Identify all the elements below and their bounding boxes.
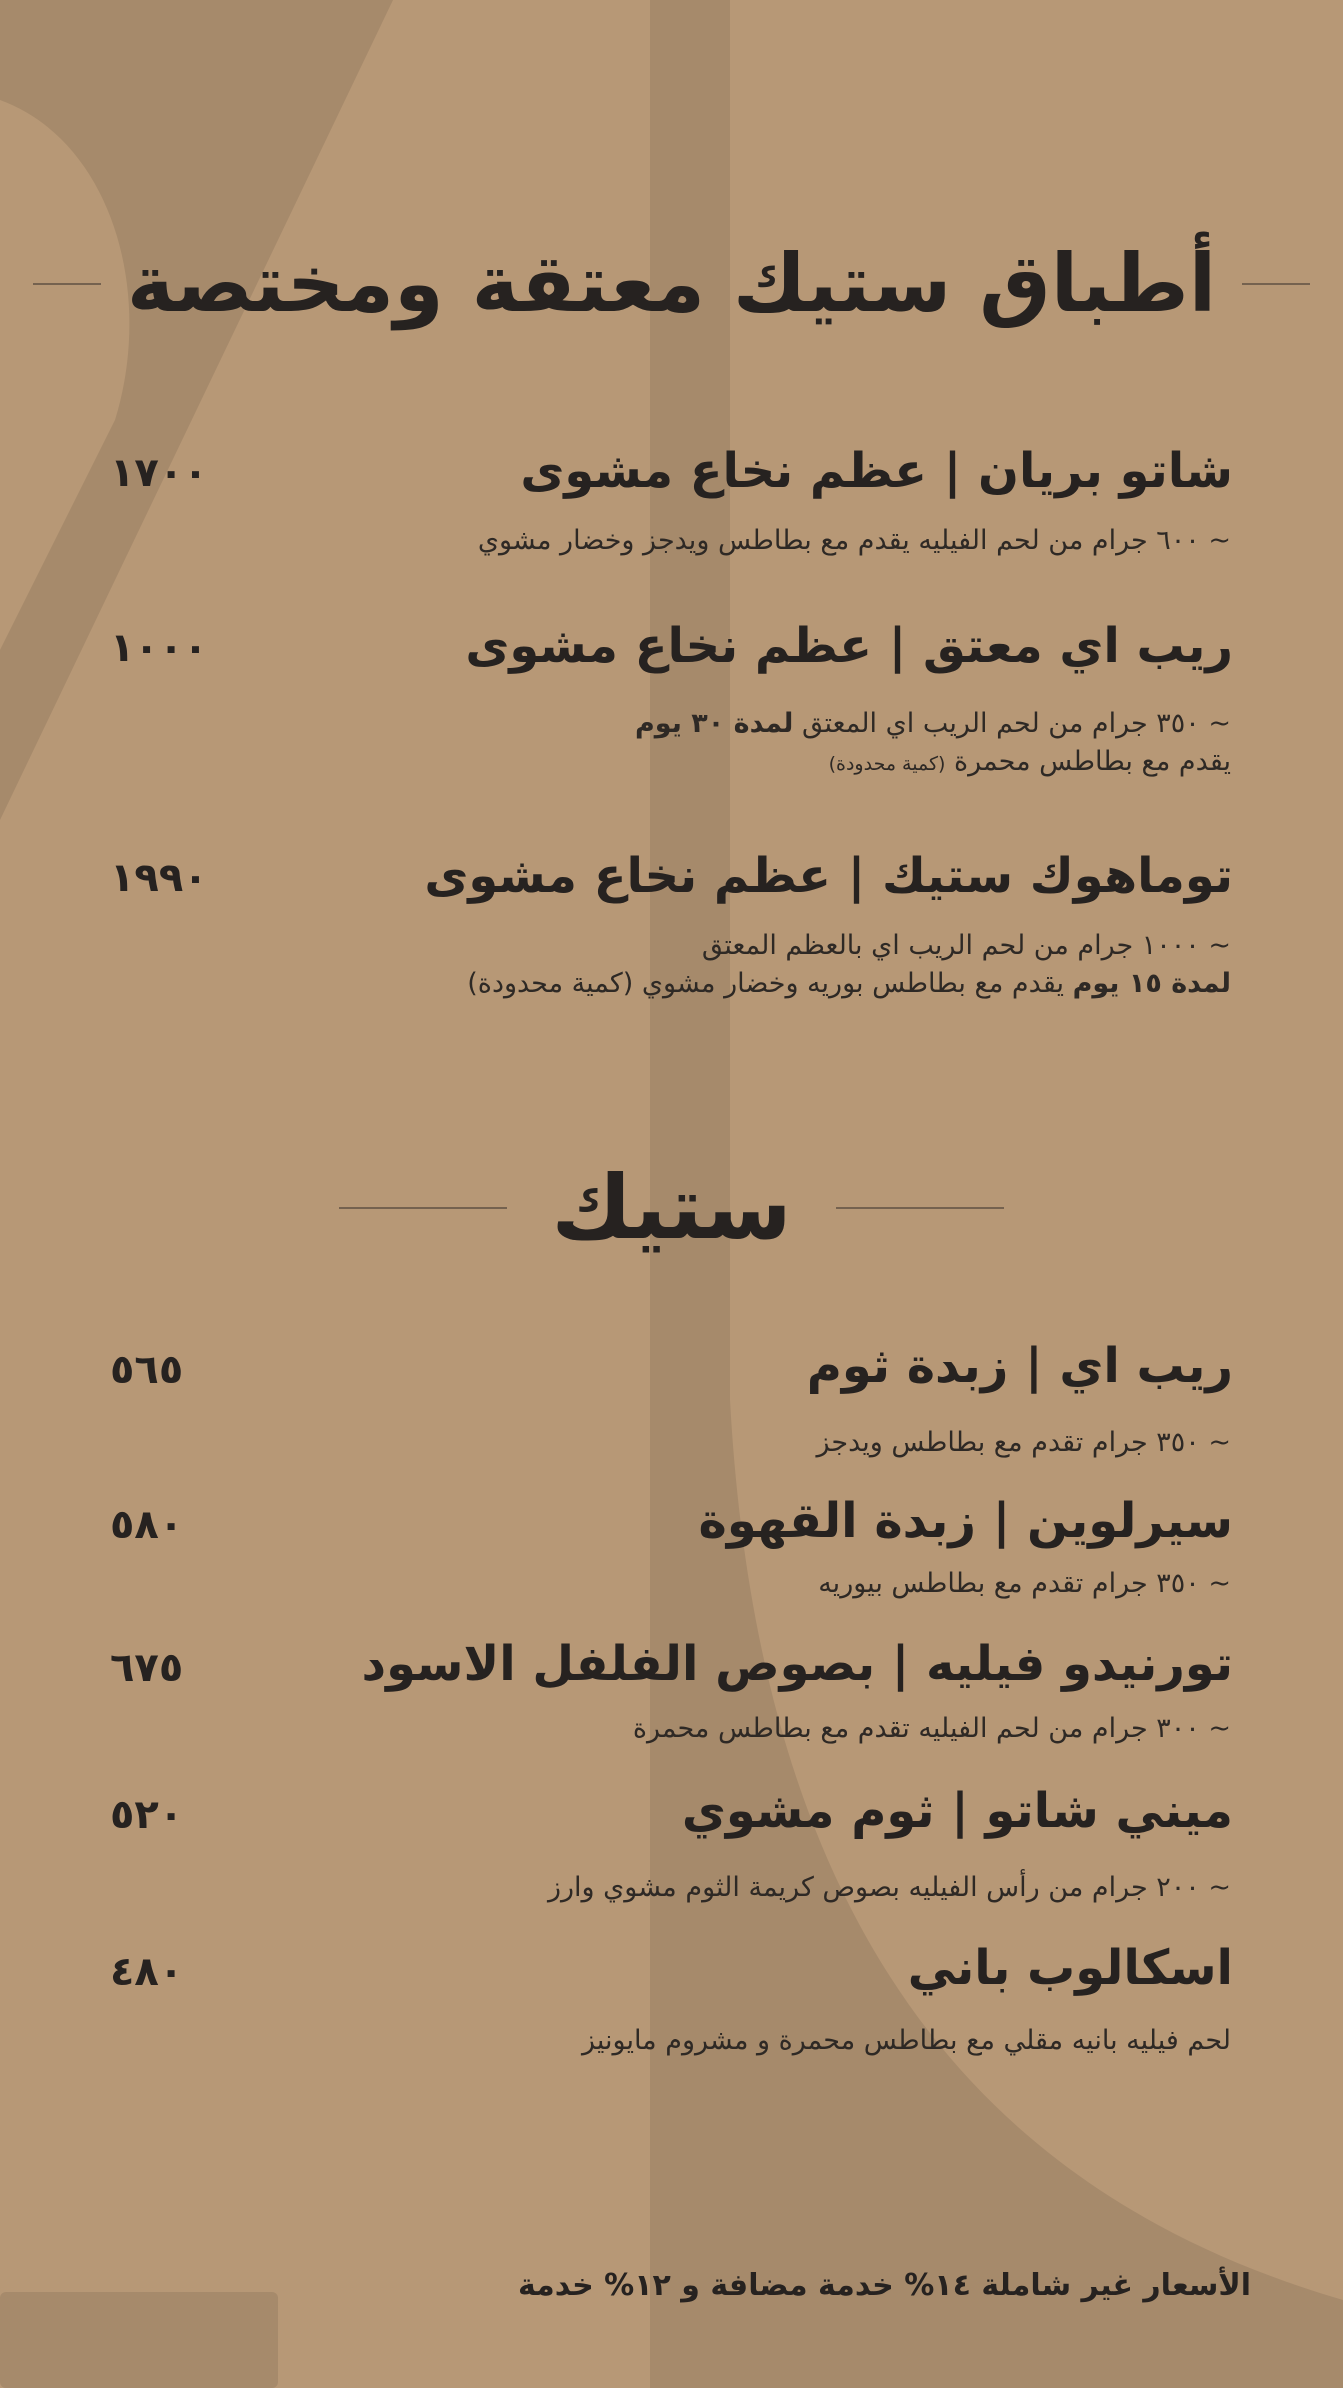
item-price: ٥٦٥ (110, 1347, 184, 1393)
heading-rule-right (1242, 283, 1310, 285)
item-name: ريب اي | زبدة ثوم (806, 1338, 1233, 1394)
section-title: ستيك (551, 1156, 792, 1259)
item-price: ٤٨٠ (110, 1949, 184, 1995)
description-line: ~ ١٠٠٠ جرام من لحم الريب اي بالعظم المعتق (701, 930, 1231, 961)
item-description: لحم فيليه بانيه مقلي مع بطاطس محمرة و مشروم مايونيز (581, 2025, 1231, 2056)
item-name: ريب اي معتق | عظم نخاع مشوى (465, 618, 1233, 674)
item-description: ~ ٢٠٠ جرام من رأس الفيليه بصوص كريمة الثوم مشوي وارز (547, 1872, 1231, 1903)
section-heading-aged-steaks (0, 237, 1343, 330)
description-emphasis: لمدة ٣٠ يوم (635, 708, 794, 739)
heading-rule-left (339, 1207, 507, 1209)
section-heading-steak (0, 1156, 1343, 1259)
item-name: شاتو بريان | عظم نخاع مشوى (520, 443, 1233, 499)
heading-rule-left (33, 283, 101, 285)
item-description (467, 927, 1231, 1003)
item-name: توماهوك ستيك | عظم نخاع مشوى (424, 848, 1233, 904)
item-name: سيرلوين | زبدة القهوة (698, 1493, 1233, 1549)
item-name: تورنيدو فيليه | بصوص الفلفل الاسود (361, 1636, 1233, 1692)
item-description (635, 705, 1231, 783)
item-price: ٥٢٠ (110, 1792, 184, 1838)
description-line (635, 705, 1231, 743)
item-description: ~ ٣٥٠ جرام تقدم مع بطاطس بيوريه (818, 1568, 1231, 1599)
item-name: ميني شاتو | ثوم مشوي (681, 1783, 1233, 1839)
item-price: ١٠٠٠ (110, 625, 208, 671)
item-name: اسكالوب باني (907, 1940, 1233, 1996)
description-line (635, 743, 1231, 783)
item-description (478, 522, 1231, 560)
section-title: أطباق ستيك معتقة ومختصة (126, 237, 1217, 330)
item-price: ١٧٠٠ (110, 450, 208, 496)
description-emphasis: لمدة ١٥ يوم (1072, 968, 1231, 999)
description-text: ~ ٣٥٠ جرام من لحم الريب اي المعتق (793, 708, 1231, 739)
item-description: ~ ٣٥٠ جرام تقدم مع بطاطس ويدجز (816, 1427, 1231, 1458)
prices-note: الأسعار غير شاملة ١٤% خدمة مضافة و ١٢% خدمة (517, 2268, 1251, 2303)
heading-rule-right (836, 1207, 1004, 1209)
limited-quantity-note: (كمية محدودة) (828, 753, 946, 775)
description-line: ~ ٦٠٠ جرام من لحم الفيليه يقدم مع بطاطس ويدجز وخضار مشوي (477, 525, 1231, 556)
description-text: يقدم مع بطاطس بوريه وخضار مشوي (كمية محدودة) (467, 968, 1073, 999)
item-price: ٦٧٥ (110, 1645, 184, 1691)
item-price: ١٩٩٠ (110, 855, 208, 901)
description-text: يقدم مع بطاطس محمرة (945, 746, 1231, 777)
item-price: ٥٨٠ (110, 1502, 184, 1548)
item-description: ~ ٣٠٠ جرام من لحم الفيليه تقدم مع بطاطس محمرة (632, 1713, 1231, 1744)
description-line (467, 965, 1231, 1003)
